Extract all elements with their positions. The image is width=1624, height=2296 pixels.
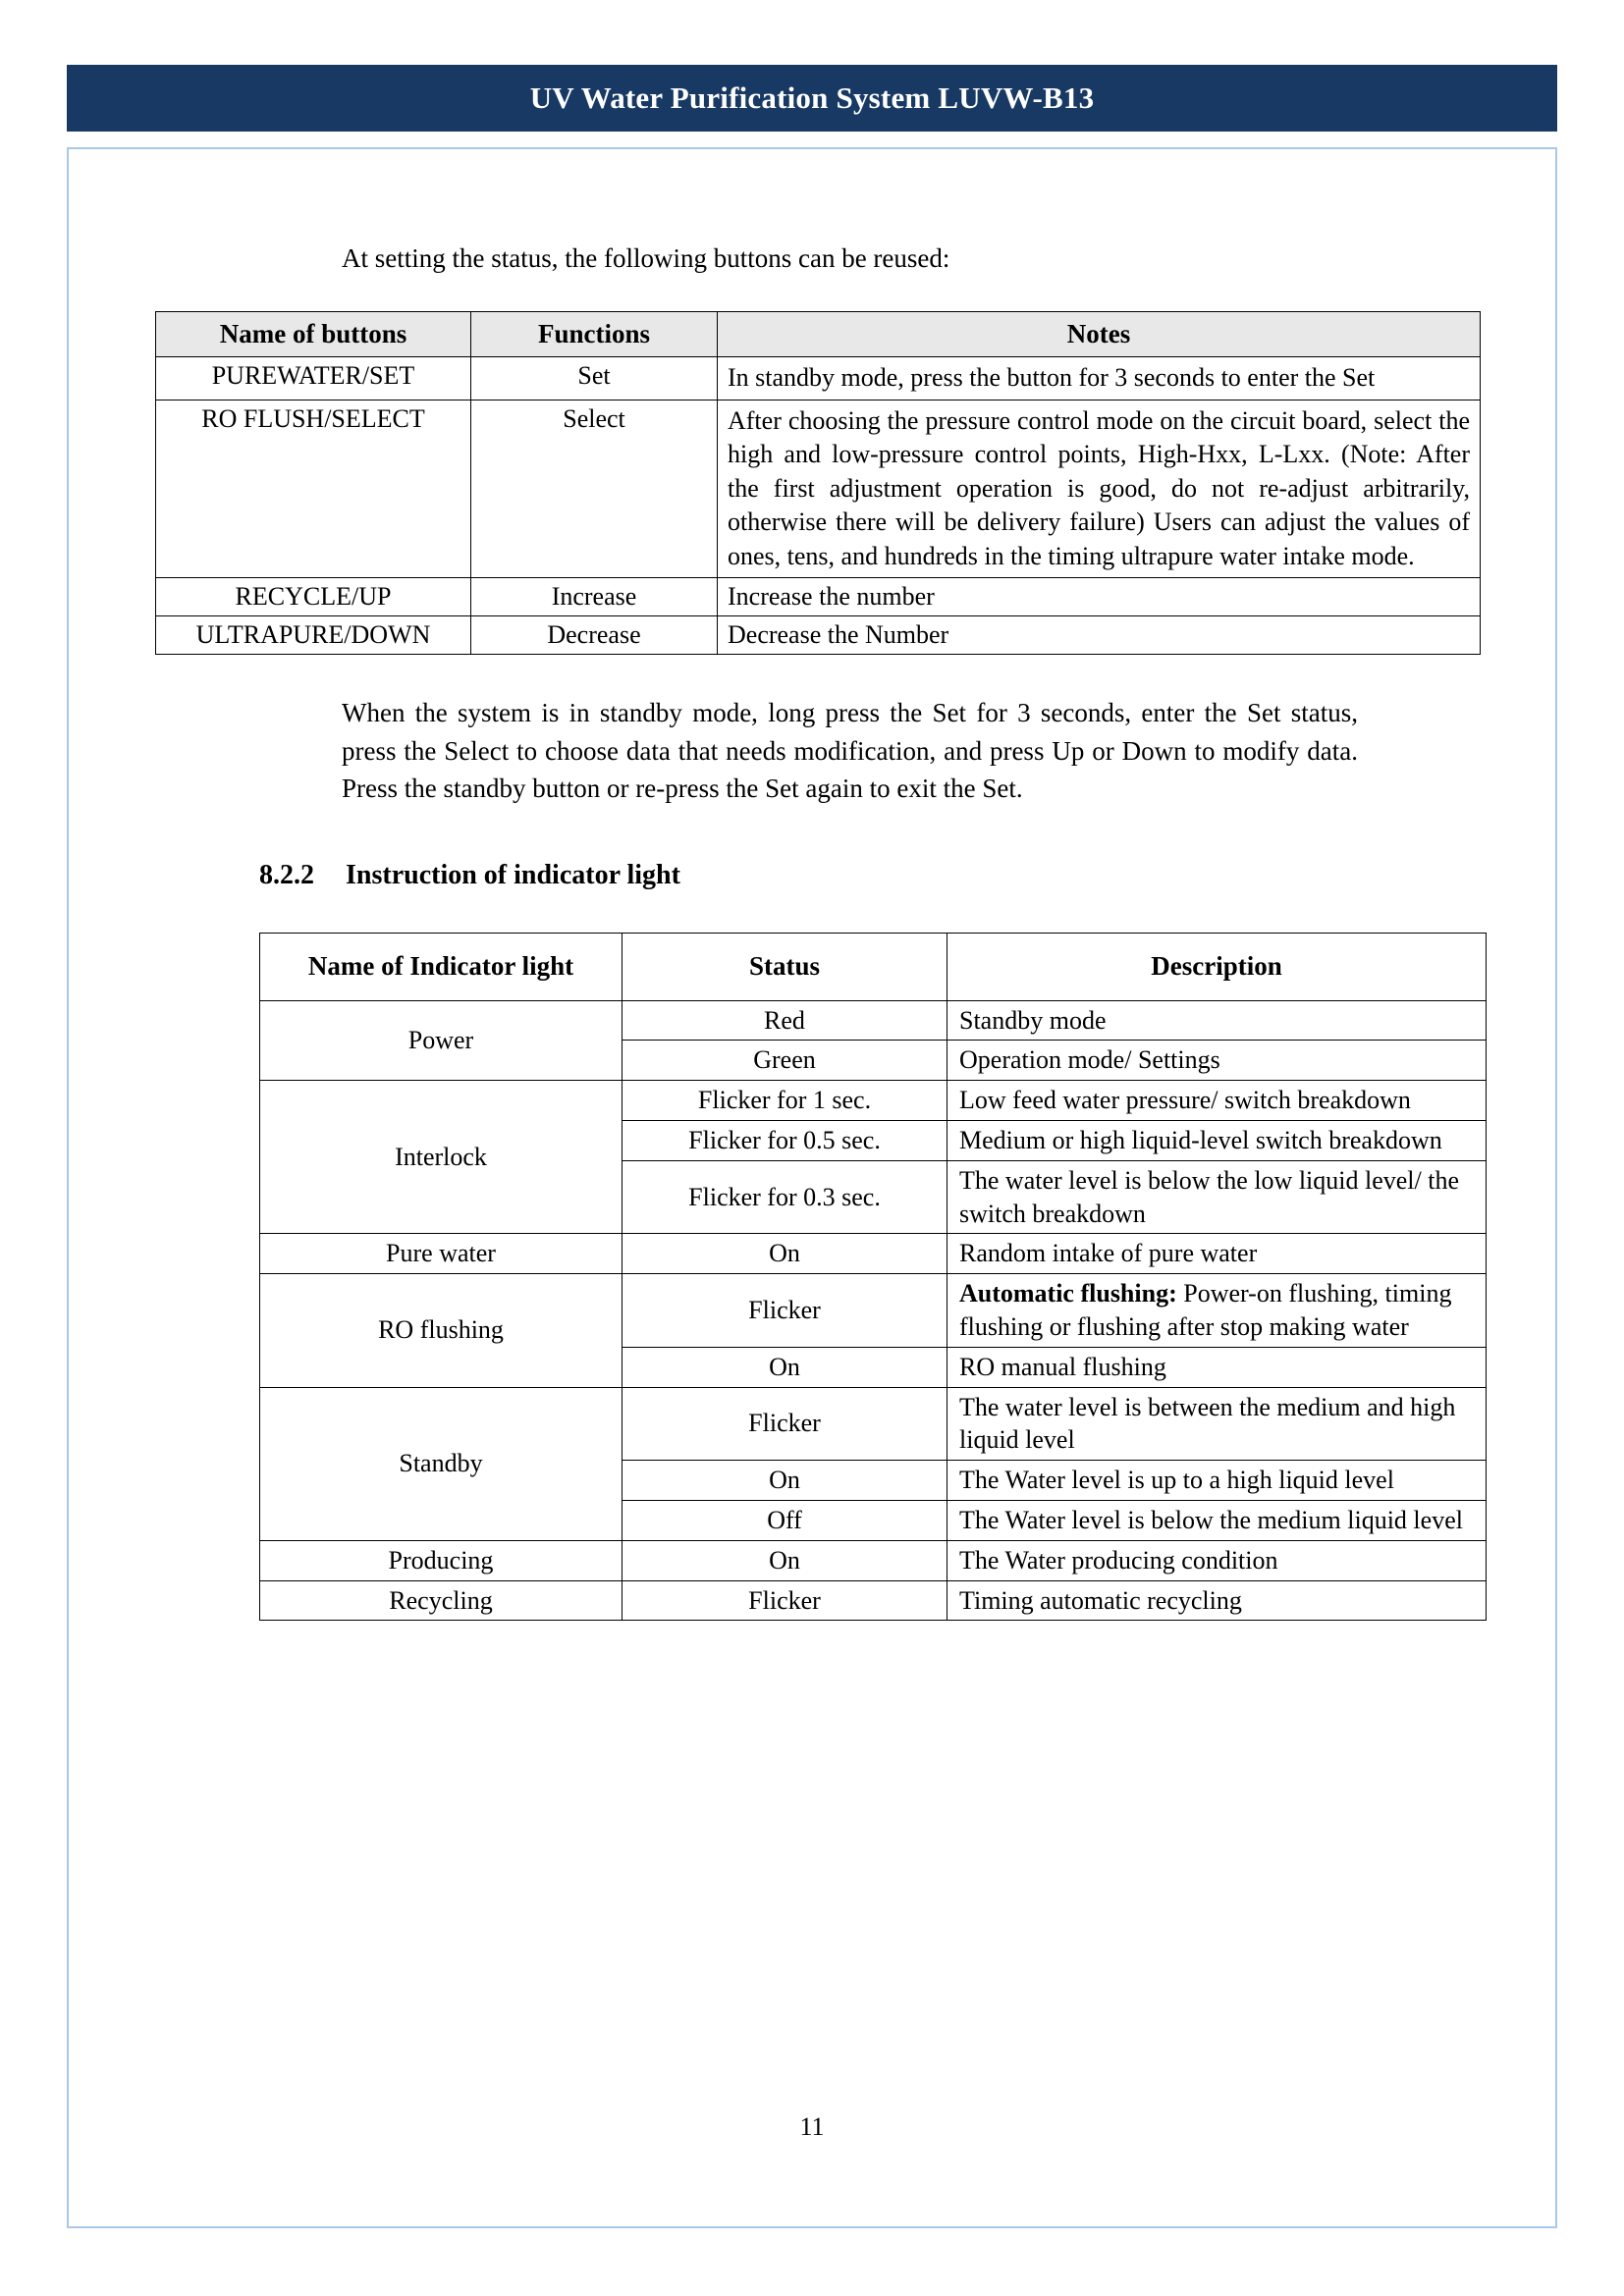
button-name: RO FLUSH/SELECT <box>156 400 471 578</box>
button-name: ULTRAPURE/DOWN <box>156 616 471 655</box>
document-header <box>67 65 1557 132</box>
indicator-status: On <box>623 1461 947 1501</box>
description-rest: Power-on flushing, timing flushing or flushing after stop making water <box>959 1279 1452 1341</box>
table-row <box>260 1580 1487 1621</box>
table-row <box>260 1234 1487 1274</box>
indicator-status: Flicker for 1 sec. <box>623 1081 947 1121</box>
indicator-name: Power <box>260 1000 623 1081</box>
indicator-description: The Water producing condition <box>947 1540 1487 1580</box>
column-header-description: Description <box>947 934 1487 1000</box>
column-header-indicator-name: Name of Indicator light <box>260 934 623 1000</box>
column-header-notes: Notes <box>718 312 1481 357</box>
indicator-description: Medium or high liquid-level switch breakdown <box>947 1120 1487 1160</box>
indicator-description: The Water level is up to a high liquid level <box>947 1461 1487 1501</box>
indicator-name: Standby <box>260 1387 623 1540</box>
indicator-description: Operation mode/ Settings <box>947 1041 1487 1081</box>
indicator-description: The water level is between the medium and high liquid level <box>947 1387 1487 1461</box>
indicator-status: On <box>623 1234 947 1274</box>
header-title: UV Water Purification System LUVW-B13 <box>529 80 1095 115</box>
page-content <box>67 147 1557 1621</box>
button-notes: In standby mode, press the button for 3 seconds to enter the Set <box>718 357 1481 400</box>
table-row <box>260 1081 1487 1121</box>
standby-mode-paragraph: When the system is in standby mode, long press the Set for 3 seconds, enter the Set status, press the Select to choose data that needs modification, and press Up or Down to modify data. Press the standby button or re-press the Set again to exit the Set. <box>342 698 1358 804</box>
indicator-status: Flicker for 0.5 sec. <box>623 1120 947 1160</box>
indicator-status: Flicker for 0.3 sec. <box>623 1160 947 1234</box>
table-row <box>156 578 1481 616</box>
table-row <box>156 616 1481 655</box>
table-header-row <box>156 312 1481 357</box>
button-notes: After choosing the pressure control mode on the circuit board, select the high and low-pressure control points, High-Hxx, L-Lxx. (Note: After the first adjustment operation is good, do not re-adjust arbitrarily, otherwise there will be delivery failure) Users can adjust the values of ones, tens, and hundreds in the timing ultrapure water intake mode. <box>718 400 1481 578</box>
column-header-name: Name of buttons <box>156 312 471 357</box>
button-name: RECYCLE/UP <box>156 578 471 616</box>
intro-text: At setting the status, the following buttons can be reused: <box>342 243 950 273</box>
indicator-description: Random intake of pure water <box>947 1234 1487 1274</box>
indicator-name: Producing <box>260 1540 623 1580</box>
table-row <box>156 357 1481 400</box>
column-header-status: Status <box>623 934 947 1000</box>
indicator-description <box>947 1274 1487 1348</box>
table-row <box>156 400 1481 578</box>
indicator-status: On <box>623 1347 947 1387</box>
indicator-description: Timing automatic recycling <box>947 1580 1487 1621</box>
indicator-name: RO flushing <box>260 1274 623 1387</box>
indicator-description: Standby mode <box>947 1000 1487 1041</box>
indicator-description: RO manual flushing <box>947 1347 1487 1387</box>
indicator-name: Recycling <box>260 1580 623 1621</box>
button-function: Increase <box>471 578 718 616</box>
indicator-status: Green <box>623 1041 947 1081</box>
button-functions-table <box>155 311 1481 655</box>
table-row <box>260 1274 1487 1348</box>
indicator-status: Flicker <box>623 1580 947 1621</box>
indicator-status: Off <box>623 1500 947 1540</box>
button-function: Set <box>471 357 718 400</box>
indicator-status: Flicker <box>623 1274 947 1348</box>
section-number: 8.2.2 <box>259 860 314 891</box>
indicator-name: Interlock <box>260 1081 623 1234</box>
table-row <box>260 1540 1487 1580</box>
indicator-name: Pure water <box>260 1234 623 1274</box>
button-name: PUREWATER/SET <box>156 357 471 400</box>
indicator-light-table <box>259 933 1487 1621</box>
column-header-functions: Functions <box>471 312 718 357</box>
page-number: 11 <box>799 2112 825 2141</box>
button-notes: Decrease the Number <box>718 616 1481 655</box>
table-row <box>260 1000 1487 1041</box>
table-row <box>260 1387 1487 1461</box>
indicator-status: Flicker <box>623 1387 947 1461</box>
section-title: Instruction of indicator light <box>346 860 680 891</box>
indicator-description: The water level is below the low liquid level/ the switch breakdown <box>947 1160 1487 1234</box>
description-emphasis: Automatic flushing: <box>959 1279 1177 1308</box>
button-function: Decrease <box>471 616 718 655</box>
button-function: Select <box>471 400 718 578</box>
indicator-status: On <box>623 1540 947 1580</box>
table-header-row <box>260 934 1487 1000</box>
button-notes: Increase the number <box>718 578 1481 616</box>
indicator-status: Red <box>623 1000 947 1041</box>
indicator-description: The Water level is below the medium liquid level <box>947 1500 1487 1540</box>
section-heading <box>259 860 1557 891</box>
indicator-description: Low feed water pressure/ switch breakdown <box>947 1081 1487 1121</box>
